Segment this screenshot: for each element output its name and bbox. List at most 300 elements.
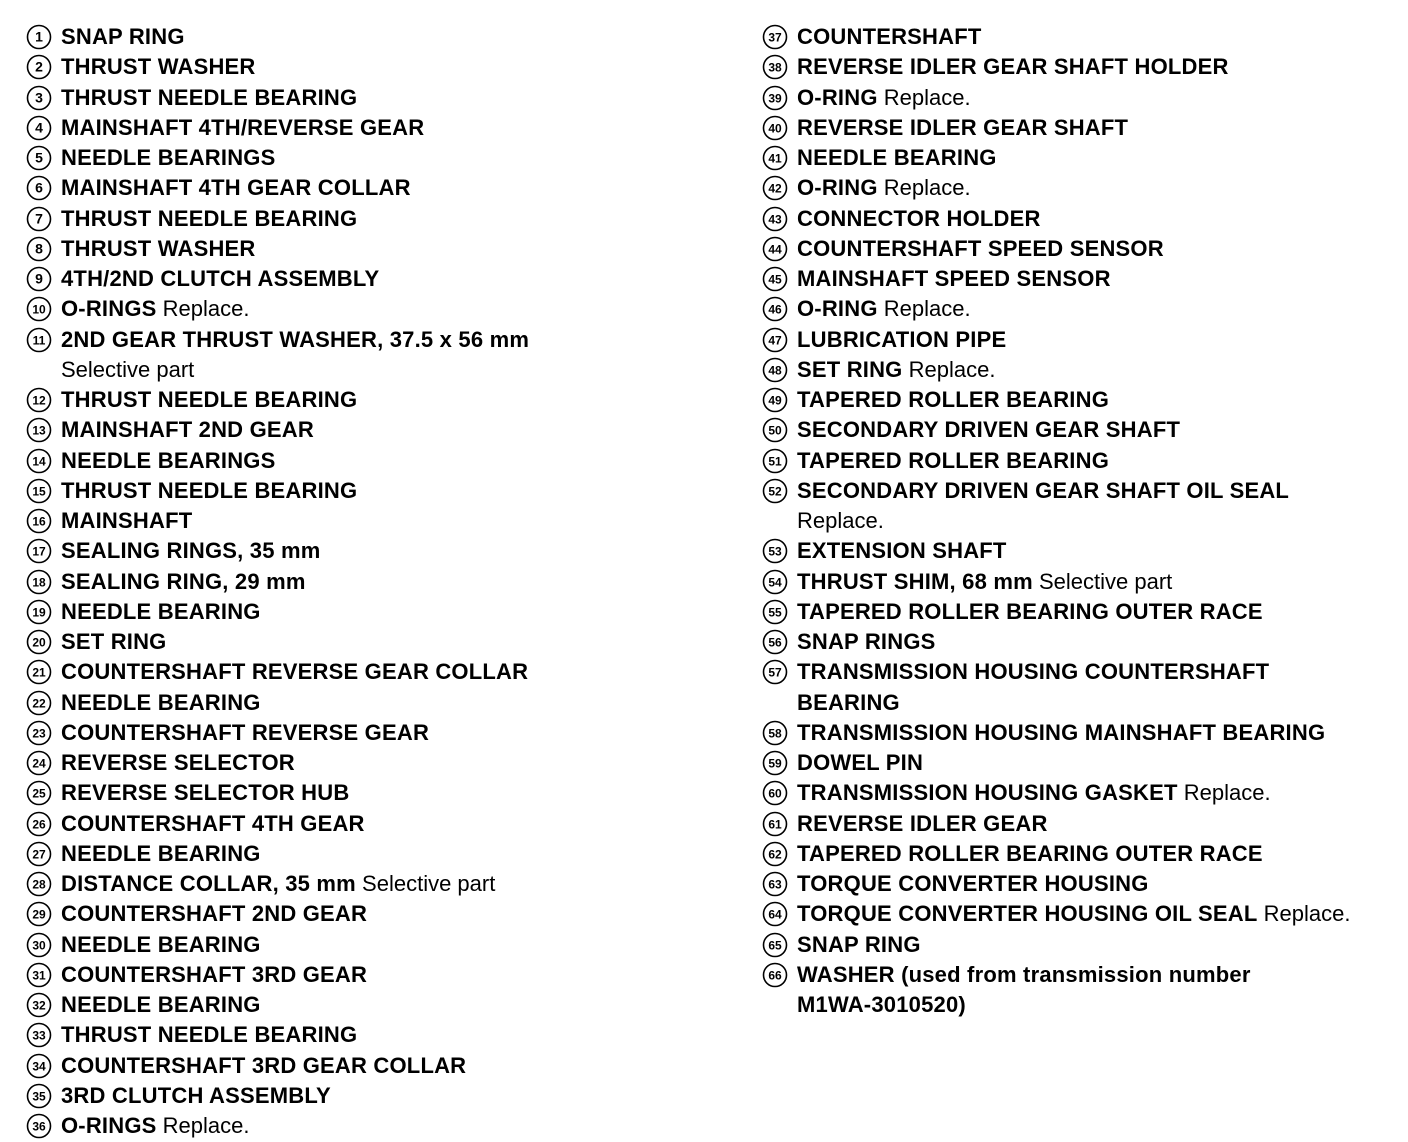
part-item	[26, 960, 746, 990]
part-item	[26, 627, 746, 657]
part-item	[762, 173, 1402, 203]
part-name: THRUST NEEDLE BEARING	[61, 1022, 358, 1048]
part-name: THRUST NEEDLE BEARING	[61, 477, 358, 503]
svg-text:64: 64	[768, 907, 782, 922]
part-number-badge	[26, 206, 52, 232]
part-text	[61, 204, 357, 234]
svg-text:55: 55	[768, 605, 782, 620]
part-text	[797, 536, 1007, 566]
part-text	[797, 839, 1263, 869]
svg-text:21: 21	[32, 665, 46, 680]
part-number-badge	[26, 629, 52, 655]
part-number-badge	[26, 85, 52, 111]
part-text	[797, 83, 971, 113]
part-text	[797, 355, 995, 385]
part-number-badge	[762, 901, 788, 927]
svg-text:49: 49	[768, 393, 782, 408]
svg-text:35: 35	[32, 1089, 46, 1104]
part-number-badge	[762, 387, 788, 413]
part-text	[61, 173, 411, 203]
part-name: NEEDLE BEARING	[61, 598, 261, 624]
part-number-badge	[762, 357, 788, 383]
svg-text:39: 39	[768, 91, 782, 105]
part-note: Replace.	[162, 1113, 250, 1138]
part-text	[61, 325, 529, 386]
part-text	[797, 869, 1149, 899]
svg-text:5: 5	[35, 149, 43, 166]
part-item	[26, 506, 746, 536]
svg-text:9: 9	[35, 270, 43, 287]
svg-text:65: 65	[768, 938, 782, 952]
part-note: Replace.	[883, 296, 971, 322]
part-text	[61, 839, 261, 869]
part-name: COUNTERSHAFT 3RD GEAR COLLAR	[61, 1052, 467, 1078]
part-number-badge	[762, 448, 788, 474]
part-text	[61, 657, 528, 687]
svg-text:4: 4	[35, 119, 43, 136]
svg-text:2: 2	[35, 58, 43, 75]
part-note: Replace.	[162, 296, 250, 322]
part-name: TORQUE CONVERTER HOUSING OIL SEAL	[797, 901, 1258, 927]
part-item	[26, 446, 746, 476]
svg-text:57: 57	[768, 665, 782, 680]
part-text	[797, 476, 1289, 537]
part-item	[26, 657, 746, 687]
svg-text:42: 42	[768, 181, 782, 196]
part-name: O-RING	[797, 175, 878, 201]
part-item	[762, 22, 1402, 52]
part-name: WASHER (used from transmission number	[797, 961, 1251, 987]
part-name-continued: M1WA-3010520)	[797, 992, 966, 1017]
part-name: SET RING	[61, 629, 167, 654]
part-text	[797, 627, 936, 657]
part-number-badge	[26, 236, 52, 262]
part-number-badge	[26, 1083, 52, 1109]
part-text	[61, 899, 367, 929]
svg-text:48: 48	[768, 363, 782, 378]
part-number-badge	[26, 508, 52, 534]
part-text	[61, 748, 295, 778]
part-item	[762, 567, 1402, 597]
part-name: MAINSHAFT	[61, 508, 193, 533]
svg-text:7: 7	[35, 210, 43, 226]
part-number-badge	[762, 24, 788, 50]
part-item	[762, 930, 1402, 960]
part-number-badge	[26, 538, 52, 564]
part-item	[762, 657, 1402, 718]
part-name: SECONDARY DRIVEN GEAR SHAFT	[797, 417, 1181, 443]
part-name: THRUST SHIM, 68 mm	[797, 568, 1033, 594]
part-number-badge	[26, 841, 52, 867]
part-name: O-RINGS	[61, 296, 157, 322]
part-item	[26, 83, 746, 113]
part-number-badge	[26, 145, 52, 171]
part-text	[61, 718, 429, 748]
part-item	[762, 869, 1402, 899]
part-text	[61, 688, 261, 718]
part-name: COUNTERSHAFT 4TH GEAR	[61, 810, 365, 836]
part-text	[797, 52, 1229, 82]
part-note: Replace.	[883, 84, 971, 110]
part-name: SNAP RING	[61, 24, 185, 49]
part-number-badge	[26, 780, 52, 806]
part-item	[26, 476, 746, 506]
part-item	[26, 930, 746, 960]
part-text	[797, 173, 971, 203]
svg-text:27: 27	[32, 847, 46, 862]
svg-text:6: 6	[35, 179, 43, 196]
svg-text:8: 8	[35, 240, 43, 257]
part-note: Replace.	[1183, 780, 1271, 806]
svg-text:29: 29	[32, 907, 46, 922]
part-item	[762, 415, 1402, 445]
svg-text:17: 17	[32, 544, 46, 559]
part-item	[762, 204, 1402, 234]
svg-text:33: 33	[32, 1028, 46, 1043]
part-name-continued: BEARING	[797, 689, 900, 715]
part-item	[762, 264, 1402, 294]
part-name: COUNTERSHAFT SPEED SENSOR	[797, 235, 1164, 261]
svg-text:51: 51	[768, 454, 782, 468]
part-name: COUNTERSHAFT REVERSE GEAR	[61, 719, 430, 745]
part-item	[762, 627, 1402, 657]
part-number-badge	[26, 417, 52, 443]
part-number-badge	[762, 720, 788, 746]
part-number-badge	[26, 659, 52, 685]
part-text	[797, 778, 1271, 808]
part-name: COUNTERSHAFT REVERSE GEAR COLLAR	[61, 659, 529, 685]
part-text	[61, 869, 495, 899]
part-name: MAINSHAFT SPEED SENSOR	[797, 266, 1111, 291]
part-text	[61, 385, 357, 415]
part-number-badge	[762, 871, 788, 897]
part-name: EXTENSION SHAFT	[797, 538, 1007, 564]
part-name: MAINSHAFT 2ND GEAR	[61, 417, 314, 443]
svg-text:54: 54	[768, 575, 782, 589]
part-name: REVERSE IDLER GEAR SHAFT HOLDER	[797, 54, 1229, 80]
part-name: SNAP RING	[797, 931, 921, 957]
part-item	[26, 143, 746, 173]
part-item	[26, 778, 746, 808]
part-item	[762, 809, 1402, 839]
part-number-badge	[26, 296, 52, 322]
part-text	[61, 1020, 357, 1050]
part-name: COUNTERSHAFT 2ND GEAR	[61, 901, 368, 927]
part-item	[26, 113, 746, 143]
part-name: NEEDLE BEARING	[61, 840, 261, 866]
part-number-badge	[26, 327, 52, 353]
part-text	[797, 446, 1109, 476]
part-item	[26, 567, 746, 597]
part-number-badge	[26, 599, 52, 625]
part-item	[26, 597, 746, 627]
part-number-badge	[26, 387, 52, 413]
part-item	[26, 173, 746, 203]
part-text	[61, 1081, 331, 1111]
part-name: NEEDLE BEARING	[61, 931, 261, 957]
part-number-badge	[762, 962, 788, 988]
part-text	[797, 294, 971, 324]
part-text	[797, 204, 1041, 234]
svg-text:14: 14	[32, 454, 46, 468]
part-text	[797, 113, 1128, 143]
part-number-badge	[762, 296, 788, 322]
part-item	[26, 809, 746, 839]
part-number-badge	[26, 54, 52, 80]
part-text	[61, 1111, 249, 1141]
part-item	[762, 385, 1402, 415]
part-text	[61, 1051, 466, 1081]
part-name: SECONDARY DRIVEN GEAR SHAFT OIL SEAL	[797, 477, 1290, 503]
svg-text:34: 34	[32, 1059, 46, 1073]
part-number-badge	[26, 962, 52, 988]
part-number-badge	[26, 811, 52, 837]
part-text	[61, 113, 424, 143]
part-note-continued: Selective part	[61, 356, 195, 382]
part-text	[61, 22, 185, 52]
part-number-badge	[762, 750, 788, 776]
part-item	[26, 204, 746, 234]
svg-text:1: 1	[35, 28, 43, 45]
part-number-badge	[26, 115, 52, 141]
svg-text:61: 61	[768, 817, 782, 831]
part-text	[61, 990, 261, 1020]
part-name: 3RD CLUTCH ASSEMBLY	[61, 1082, 331, 1108]
part-item	[26, 234, 746, 264]
part-number-badge	[26, 1053, 52, 1079]
part-text	[61, 143, 275, 173]
part-number-badge	[762, 54, 788, 80]
part-text	[797, 567, 1172, 597]
svg-text:20: 20	[32, 635, 46, 650]
svg-text:22: 22	[32, 696, 46, 710]
part-number-badge	[26, 901, 52, 927]
part-name: THRUST WASHER	[61, 235, 256, 261]
part-note: Selective part	[1038, 568, 1173, 594]
part-item	[26, 52, 746, 82]
part-name: MAINSHAFT 4TH GEAR COLLAR	[61, 175, 411, 201]
part-number-badge	[26, 750, 52, 776]
part-name: TAPERED ROLLER BEARING OUTER RACE	[797, 598, 1263, 624]
part-name: TRANSMISSION HOUSING COUNTERSHAFT	[797, 659, 1270, 685]
part-item	[762, 143, 1402, 173]
part-text	[797, 718, 1325, 748]
svg-text:43: 43	[768, 212, 782, 226]
part-name: THRUST NEEDLE BEARING	[61, 205, 358, 231]
part-number-badge	[26, 871, 52, 897]
part-name: TRANSMISSION HOUSING GASKET	[797, 780, 1178, 806]
part-note: Replace.	[883, 175, 971, 201]
part-text	[797, 143, 997, 173]
part-item	[762, 325, 1402, 355]
part-text	[61, 415, 314, 445]
part-number-badge	[762, 659, 788, 685]
svg-text:38: 38	[768, 60, 782, 75]
part-item	[26, 869, 746, 899]
part-item	[26, 22, 746, 52]
part-name: NEEDLE BEARING	[61, 689, 261, 715]
part-text	[797, 22, 982, 52]
svg-text:3: 3	[35, 89, 43, 105]
svg-text:52: 52	[768, 484, 782, 499]
part-number-badge	[762, 538, 788, 564]
part-text	[61, 234, 256, 264]
part-name: REVERSE IDLER GEAR	[797, 810, 1048, 836]
part-item	[762, 113, 1402, 143]
part-item	[26, 990, 746, 1020]
part-number-badge	[26, 1113, 52, 1139]
svg-text:56: 56	[768, 635, 782, 650]
part-name: SET RING	[797, 356, 903, 382]
svg-text:62: 62	[768, 847, 782, 862]
part-text	[797, 325, 1006, 355]
part-number-badge	[762, 327, 788, 353]
svg-text:63: 63	[768, 877, 782, 892]
part-item	[762, 748, 1402, 778]
part-item	[762, 83, 1402, 113]
part-text	[797, 264, 1111, 294]
svg-text:44: 44	[768, 242, 782, 257]
svg-text:31: 31	[32, 968, 46, 983]
part-item	[762, 960, 1402, 1021]
part-name: THRUST NEEDLE BEARING	[61, 84, 358, 110]
part-number-badge	[762, 206, 788, 232]
svg-text:50: 50	[768, 423, 782, 438]
part-item	[26, 748, 746, 778]
svg-text:41: 41	[768, 151, 782, 166]
part-item	[762, 778, 1402, 808]
part-text	[797, 930, 921, 960]
svg-text:26: 26	[32, 817, 46, 831]
svg-text:19: 19	[32, 605, 46, 620]
part-number-badge	[762, 85, 788, 111]
part-item	[26, 839, 746, 869]
part-name: REVERSE SELECTOR	[61, 750, 295, 775]
svg-text:28: 28	[32, 877, 46, 892]
part-name: TAPERED ROLLER BEARING	[797, 447, 1110, 473]
part-number-badge	[762, 417, 788, 443]
part-note: Selective part	[362, 871, 496, 896]
svg-text:60: 60	[768, 786, 782, 801]
svg-text:12: 12	[32, 393, 46, 408]
part-name: MAINSHAFT 4TH/REVERSE GEAR	[61, 114, 425, 140]
parts-list-left	[26, 22, 746, 1141]
part-number-badge	[762, 569, 788, 595]
part-text	[61, 83, 357, 113]
part-name: 4TH/2ND CLUTCH ASSEMBLY	[61, 266, 380, 291]
part-number-badge	[26, 1022, 52, 1048]
part-name: O-RING	[797, 296, 878, 322]
part-item	[762, 52, 1402, 82]
part-name: REVERSE SELECTOR HUB	[61, 780, 350, 806]
part-item	[762, 718, 1402, 748]
svg-text:10: 10	[32, 302, 46, 317]
part-text	[797, 385, 1109, 415]
part-name: THRUST WASHER	[61, 54, 256, 80]
part-number-badge	[762, 780, 788, 806]
svg-text:24: 24	[32, 756, 46, 771]
part-number-badge	[26, 690, 52, 716]
part-number-badge	[26, 24, 52, 50]
svg-text:23: 23	[32, 726, 46, 741]
part-name: SEALING RINGS, 35 mm	[61, 538, 321, 564]
part-name: COUNTERSHAFT 3RD GEAR	[61, 961, 368, 987]
part-item	[26, 385, 746, 415]
part-number-badge	[762, 629, 788, 655]
svg-text:25: 25	[32, 786, 46, 801]
part-item	[26, 415, 746, 445]
part-name: THRUST NEEDLE BEARING	[61, 387, 358, 412]
part-item	[26, 294, 746, 324]
part-text	[61, 476, 357, 506]
part-text	[61, 536, 321, 566]
part-name: CONNECTOR HOLDER	[797, 205, 1041, 231]
part-name: SNAP RINGS	[797, 629, 936, 654]
part-name: NEEDLE BEARING	[797, 145, 997, 170]
part-number-badge	[762, 236, 788, 262]
part-name: NEEDLE BEARING	[61, 992, 261, 1017]
part-number-badge	[762, 115, 788, 141]
part-text	[797, 234, 1164, 264]
part-text	[61, 446, 275, 476]
part-number-badge	[762, 145, 788, 171]
part-note: Replace.	[908, 356, 996, 382]
part-number-badge	[762, 811, 788, 837]
part-item	[762, 234, 1402, 264]
part-name: O-RING	[797, 84, 878, 110]
part-item	[762, 839, 1402, 869]
part-text	[61, 627, 167, 657]
part-text	[61, 264, 379, 294]
part-note: Replace.	[1263, 901, 1351, 927]
svg-text:16: 16	[32, 514, 46, 529]
part-text	[797, 597, 1263, 627]
part-item	[762, 899, 1402, 929]
part-name: 2ND GEAR THRUST WASHER, 37.5 x 56 mm	[61, 326, 530, 352]
svg-text:37: 37	[768, 30, 782, 45]
part-item	[762, 597, 1402, 627]
part-name: LUBRICATION PIPE	[797, 326, 1007, 352]
part-item	[762, 355, 1402, 385]
svg-text:66: 66	[768, 968, 782, 983]
part-number-badge	[26, 478, 52, 504]
part-number-badge	[762, 599, 788, 625]
part-text	[61, 960, 367, 990]
part-name: NEEDLE BEARINGS	[61, 145, 276, 170]
part-text	[61, 567, 306, 597]
svg-text:58: 58	[768, 726, 782, 741]
svg-text:30: 30	[32, 938, 46, 952]
part-name: TAPERED ROLLER BEARING OUTER RACE	[797, 840, 1263, 866]
part-name: TRANSMISSION HOUSING MAINSHAFT BEARING	[797, 719, 1326, 745]
part-number-badge	[762, 841, 788, 867]
part-number-badge	[26, 448, 52, 474]
part-name: DISTANCE COLLAR, 35 mm	[61, 871, 356, 896]
part-name: SEALING RING, 29 mm	[61, 568, 306, 594]
part-number-badge	[26, 720, 52, 746]
part-text	[61, 930, 261, 960]
part-item	[26, 718, 746, 748]
part-number-badge	[26, 569, 52, 595]
part-text	[797, 748, 923, 778]
part-item	[26, 536, 746, 566]
part-text	[61, 809, 365, 839]
part-number-badge	[762, 478, 788, 504]
part-item	[762, 294, 1402, 324]
svg-text:47: 47	[768, 333, 782, 347]
svg-text:18: 18	[32, 575, 46, 589]
part-text	[797, 415, 1180, 445]
